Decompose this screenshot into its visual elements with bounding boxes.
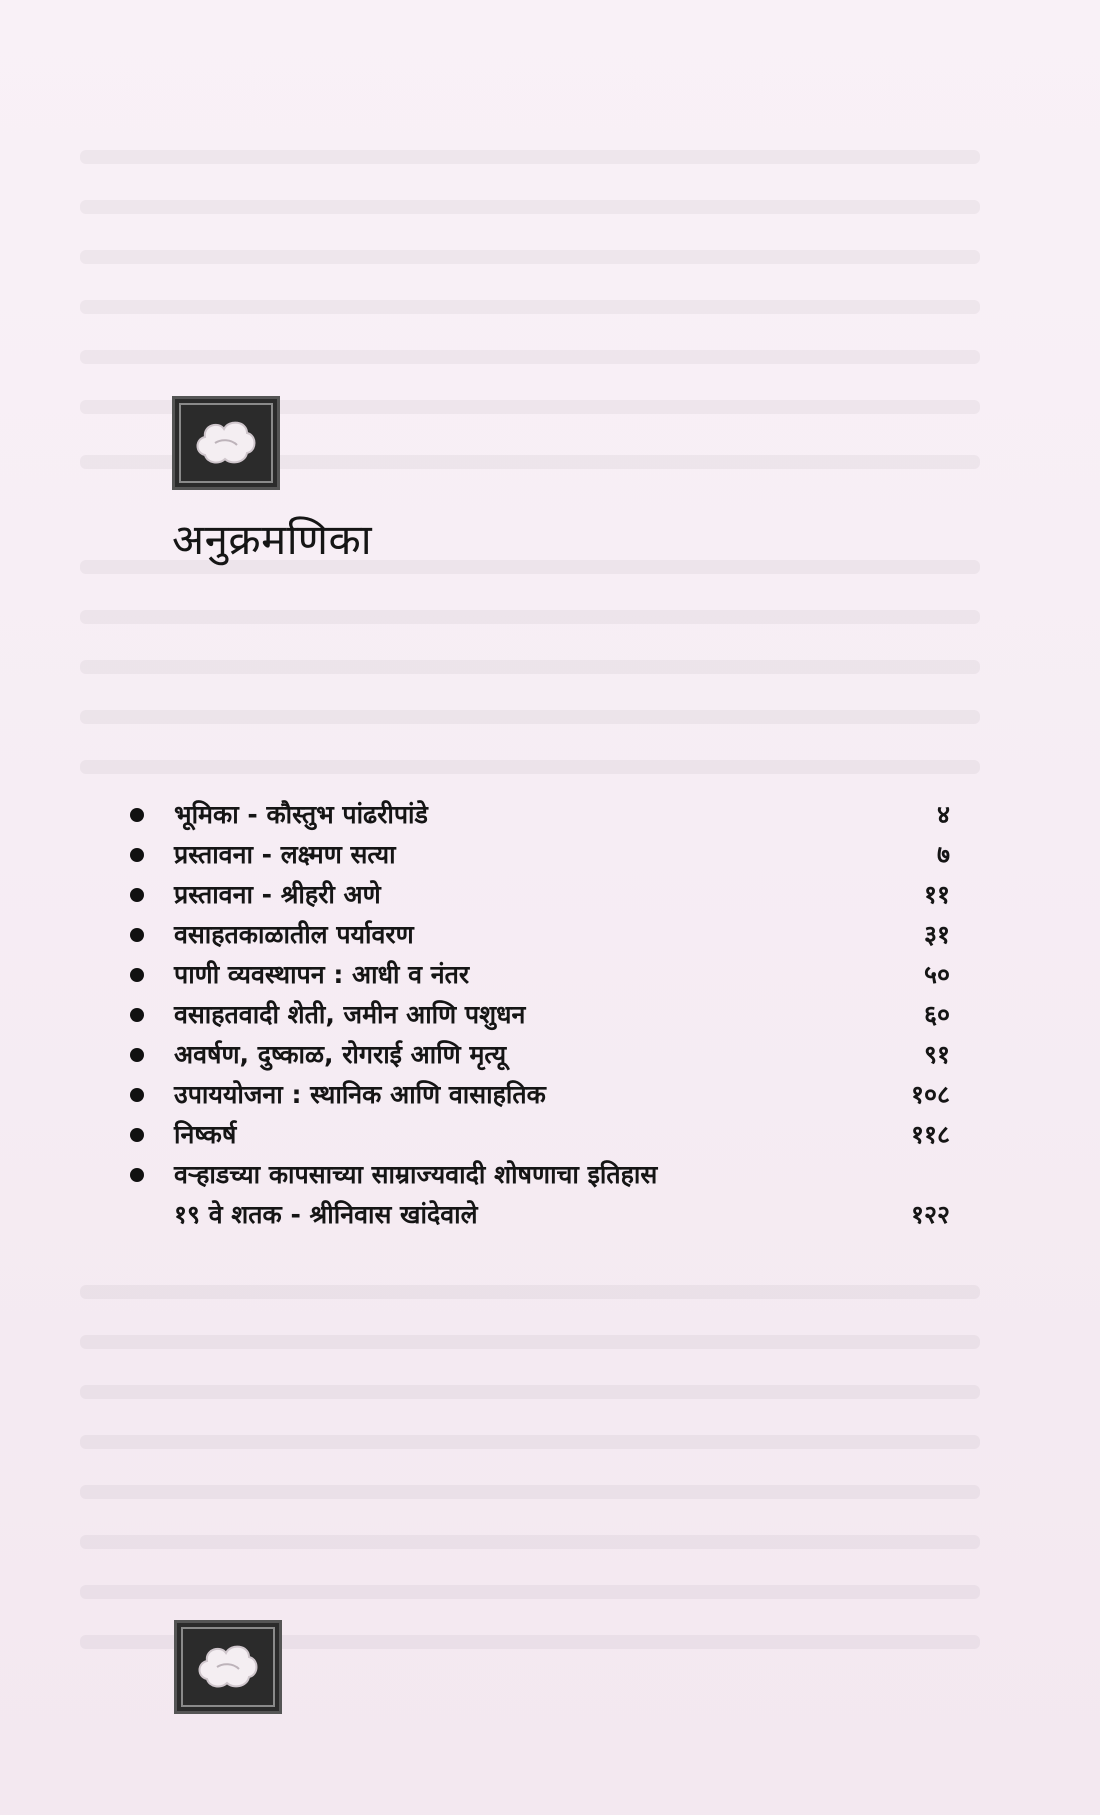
toc-entry-title: निष्कर्ष — [174, 1120, 237, 1149]
toc-entry-title: वसाहतवादी शेती, जमीन आणि पशुधन — [174, 1000, 526, 1029]
toc-entry — [130, 875, 950, 915]
toc-entry-page: ६० — [923, 1000, 950, 1029]
page-title: अनुक्रमणिका — [172, 515, 373, 564]
toc-entry — [130, 915, 950, 955]
toc-entry-title: प्रस्तावना - लक्ष्मण सत्या — [174, 840, 396, 869]
toc-entry — [130, 835, 950, 875]
toc-entry — [130, 795, 950, 835]
toc-entry-page: ७ — [936, 840, 950, 869]
toc-entry-title: पाणी व्यवस्थापन : आधी व नंतर — [174, 960, 470, 989]
bleed-through-line — [80, 660, 980, 674]
cotton-emblem-bottom — [174, 1620, 282, 1714]
bleed-through-line — [80, 1285, 980, 1299]
toc-entry-continuation — [130, 1195, 950, 1235]
toc-entry-page: १०८ — [910, 1080, 950, 1109]
toc-entry — [130, 995, 950, 1035]
bleed-through-line — [80, 1585, 980, 1599]
bleed-through-line — [80, 350, 980, 364]
bleed-through-line — [80, 1535, 980, 1549]
bullet-icon — [130, 808, 144, 822]
cotton-boll-icon — [191, 413, 261, 473]
bullet-icon — [130, 968, 144, 982]
bleed-through-line — [80, 710, 980, 724]
toc-entry — [130, 1035, 950, 1075]
toc-entry-page: ११८ — [910, 1120, 950, 1149]
toc-entry-title: १९ वे शतक - श्रीनिवास खांदेवाले — [174, 1200, 478, 1229]
toc-entry-title: वसाहतकाळातील पर्यावरण — [174, 920, 414, 949]
toc-entry-title: अवर्षण, दुष्काळ, रोगराई आणि मृत्यू — [174, 1040, 507, 1069]
bullet-icon — [130, 928, 144, 942]
bleed-through-line — [80, 150, 980, 164]
toc-entry-title: भूमिका - कौस्तुभ पांढरीपांडे — [174, 800, 428, 829]
bullet-icon — [130, 1128, 144, 1142]
toc-entry-page: १२२ — [910, 1200, 950, 1229]
toc-entry-title: वऱ्हाडच्या कापसाच्या साम्राज्यवादी शोषणाचा इतिहास — [174, 1160, 658, 1189]
toc-entry — [130, 955, 950, 995]
toc-entry — [130, 1075, 950, 1115]
toc-entry — [130, 1155, 950, 1195]
bullet-icon — [130, 888, 144, 902]
toc-entry-page: ३१ — [923, 920, 950, 949]
bullet-icon — [130, 1168, 144, 1182]
bleed-through-line — [80, 1485, 980, 1499]
bleed-through-line — [80, 1435, 980, 1449]
bullet-icon — [130, 1048, 144, 1062]
toc-entry-page: ११ — [923, 880, 950, 909]
toc-entry-page: ९१ — [923, 1040, 950, 1069]
bullet-icon — [130, 848, 144, 862]
toc-entry-title: प्रस्तावना - श्रीहरी अणे — [174, 880, 381, 909]
toc-entry-page: ४ — [936, 800, 950, 829]
bleed-through-line — [80, 1335, 980, 1349]
table-of-contents — [130, 795, 950, 1235]
bleed-through-line — [80, 250, 980, 264]
toc-entry — [130, 1115, 950, 1155]
cotton-boll-icon — [193, 1637, 263, 1697]
bullet-icon — [130, 1088, 144, 1102]
toc-entry-title: उपाययोजना : स्थानिक आणि वासाहतिक — [174, 1080, 546, 1109]
bleed-through-line — [80, 1385, 980, 1399]
bullet-icon — [130, 1008, 144, 1022]
bleed-through-line — [80, 610, 980, 624]
toc-entry-page: ५० — [923, 960, 950, 989]
bleed-through-line — [80, 760, 980, 774]
cotton-emblem-top — [172, 396, 280, 490]
bleed-through-line — [80, 300, 980, 314]
bleed-through-line — [80, 200, 980, 214]
